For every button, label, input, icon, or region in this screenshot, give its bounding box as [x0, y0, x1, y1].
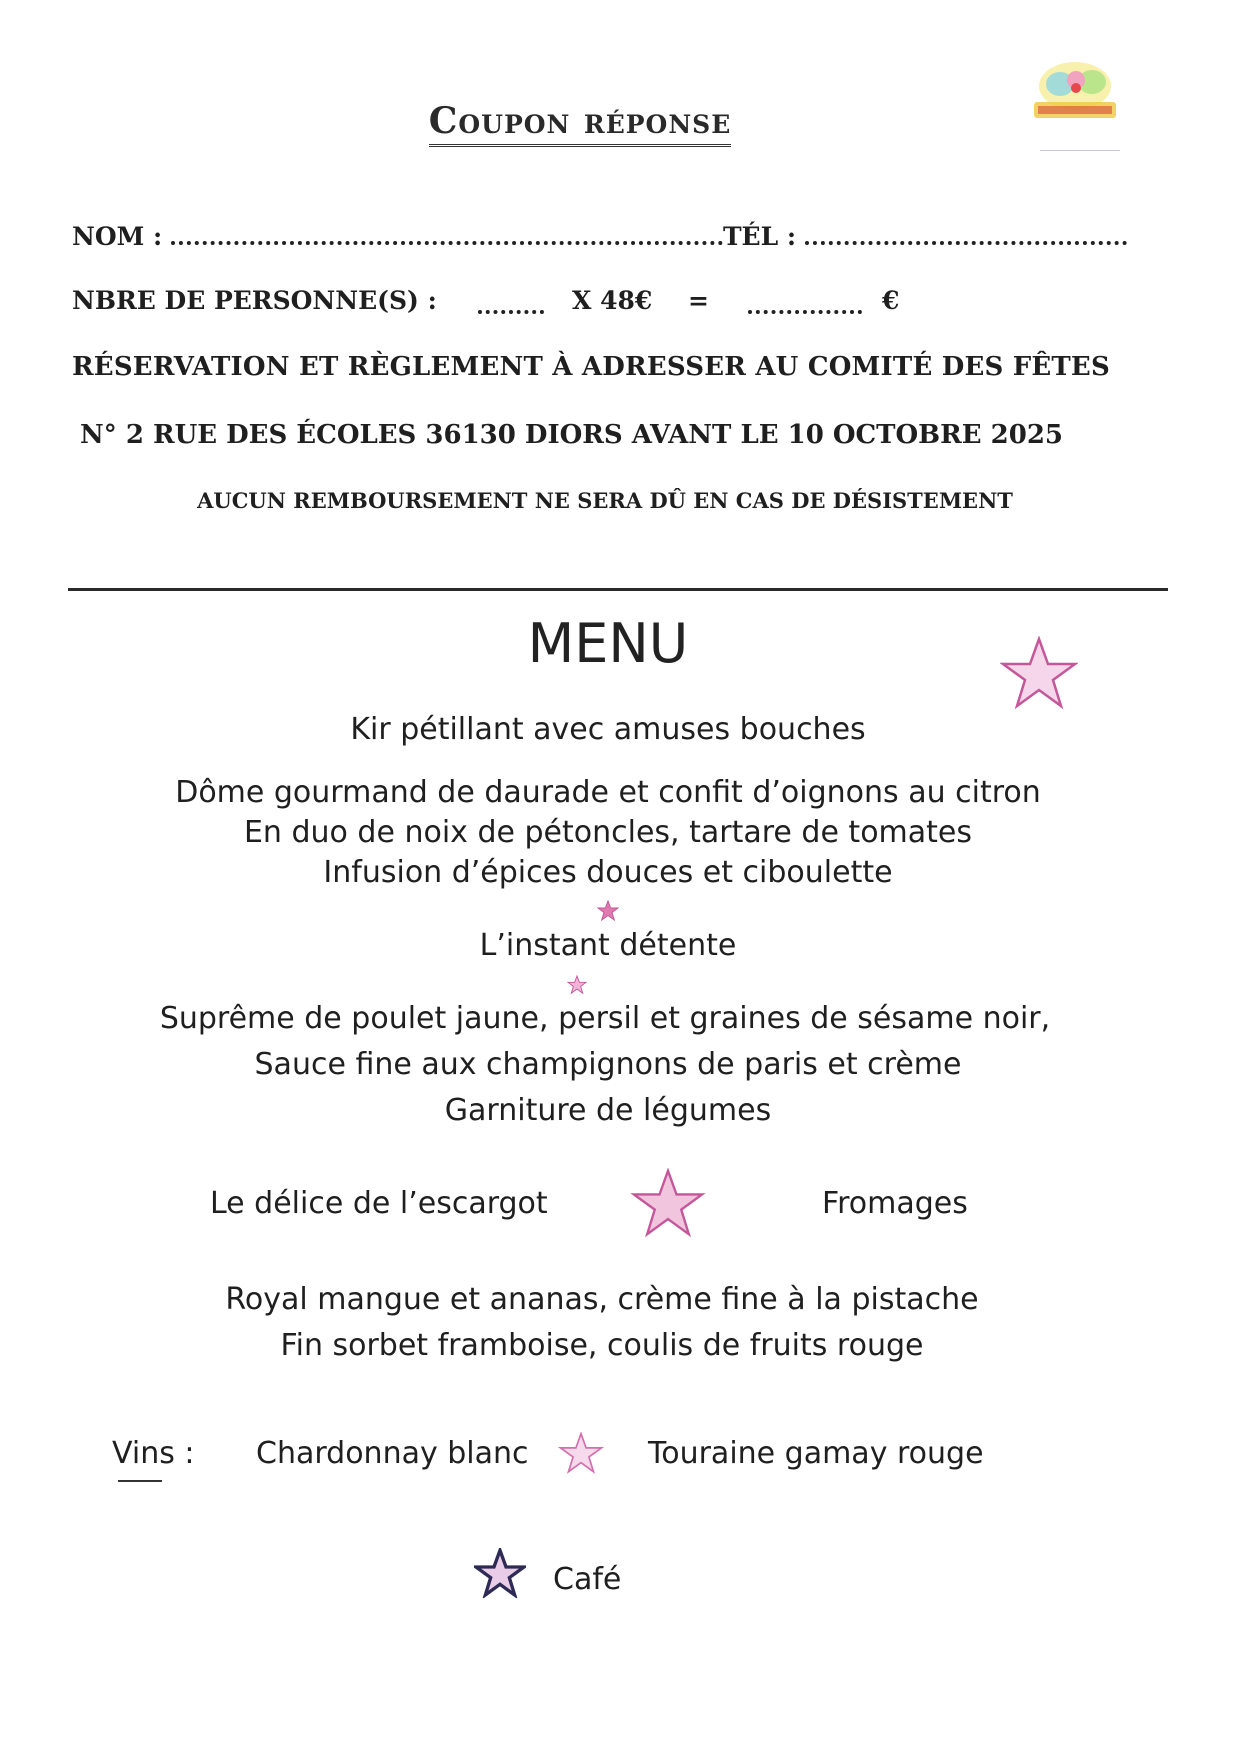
phone-label: TÉL :	[722, 222, 797, 251]
name-label: NOM :	[72, 222, 163, 251]
dessert-line-1: Royal mangue et ananas, crème fine à la pistache	[225, 1282, 979, 1317]
menu-title: MENU	[527, 612, 689, 675]
logo-underline	[1040, 150, 1120, 151]
starter-line-2: En duo de noix de pétoncles, tartare de tomates	[243, 815, 973, 850]
total-field[interactable]	[748, 292, 862, 314]
name-field[interactable]	[171, 223, 723, 245]
phone-field[interactable]	[805, 223, 1127, 245]
section-divider	[68, 588, 1168, 591]
coffee: Café	[553, 1562, 622, 1597]
main-line-1: Suprême de poulet jaune, persil et graines de sésame noir,	[159, 1001, 1051, 1036]
wine-white: Chardonnay blanc	[256, 1436, 529, 1471]
starter-line-1: Dôme gourmand de daurade et confit d’oignons au citron	[175, 775, 1041, 810]
name-phone-row	[72, 222, 1127, 251]
star-icon	[1000, 636, 1078, 714]
reservation-line: RÉSERVATION ET RÈGLEMENT À ADRESSER AU COMITÉ DES FÊTES	[72, 352, 1110, 382]
cheese-label: Fromages	[822, 1186, 968, 1221]
main-line-2: Sauce fine aux champignons de paris et crème	[254, 1047, 962, 1082]
wine-red: Touraine gamay rouge	[648, 1436, 984, 1471]
people-row	[72, 286, 437, 315]
small-star-icon	[567, 975, 587, 999]
small-star-icon	[597, 900, 619, 926]
currency-sign: €	[882, 286, 900, 315]
cheese-course: Le délice de l’escargot	[210, 1186, 548, 1221]
people-count-field[interactable]	[478, 292, 544, 314]
coupon-title: Coupon réponse	[0, 100, 1160, 142]
wines-label-underline	[118, 1480, 162, 1482]
aperitif: Kir pétillant avec amuses bouches	[350, 712, 866, 747]
people-label: NBRE DE PERSONNE(S) :	[72, 286, 437, 315]
clown-logo-image	[1030, 58, 1120, 128]
star-icon	[630, 1168, 706, 1242]
starter-line-3: Infusion d’épices douces et ciboulette	[323, 855, 893, 890]
price-label: X 48€	[572, 286, 653, 315]
dessert-line-2: Fin sorbet framboise, coulis de fruits rouge	[280, 1328, 924, 1363]
star-icon	[558, 1432, 604, 1478]
interlude: L’instant détente	[479, 928, 737, 963]
address-line: N° 2 RUE DES ÉCOLES 36130 DIORS AVANT LE 10 OCTOBRE 2025	[80, 420, 1063, 450]
wines-label: Vins :	[112, 1436, 195, 1471]
refund-line: AUCUN REMBOURSEMENT NE SERA DÛ EN CAS DE DÉSISTEMENT	[197, 488, 1013, 513]
equals-sign: =	[688, 286, 709, 315]
star-icon	[474, 1548, 526, 1602]
main-line-3: Garniture de légumes	[444, 1093, 772, 1128]
